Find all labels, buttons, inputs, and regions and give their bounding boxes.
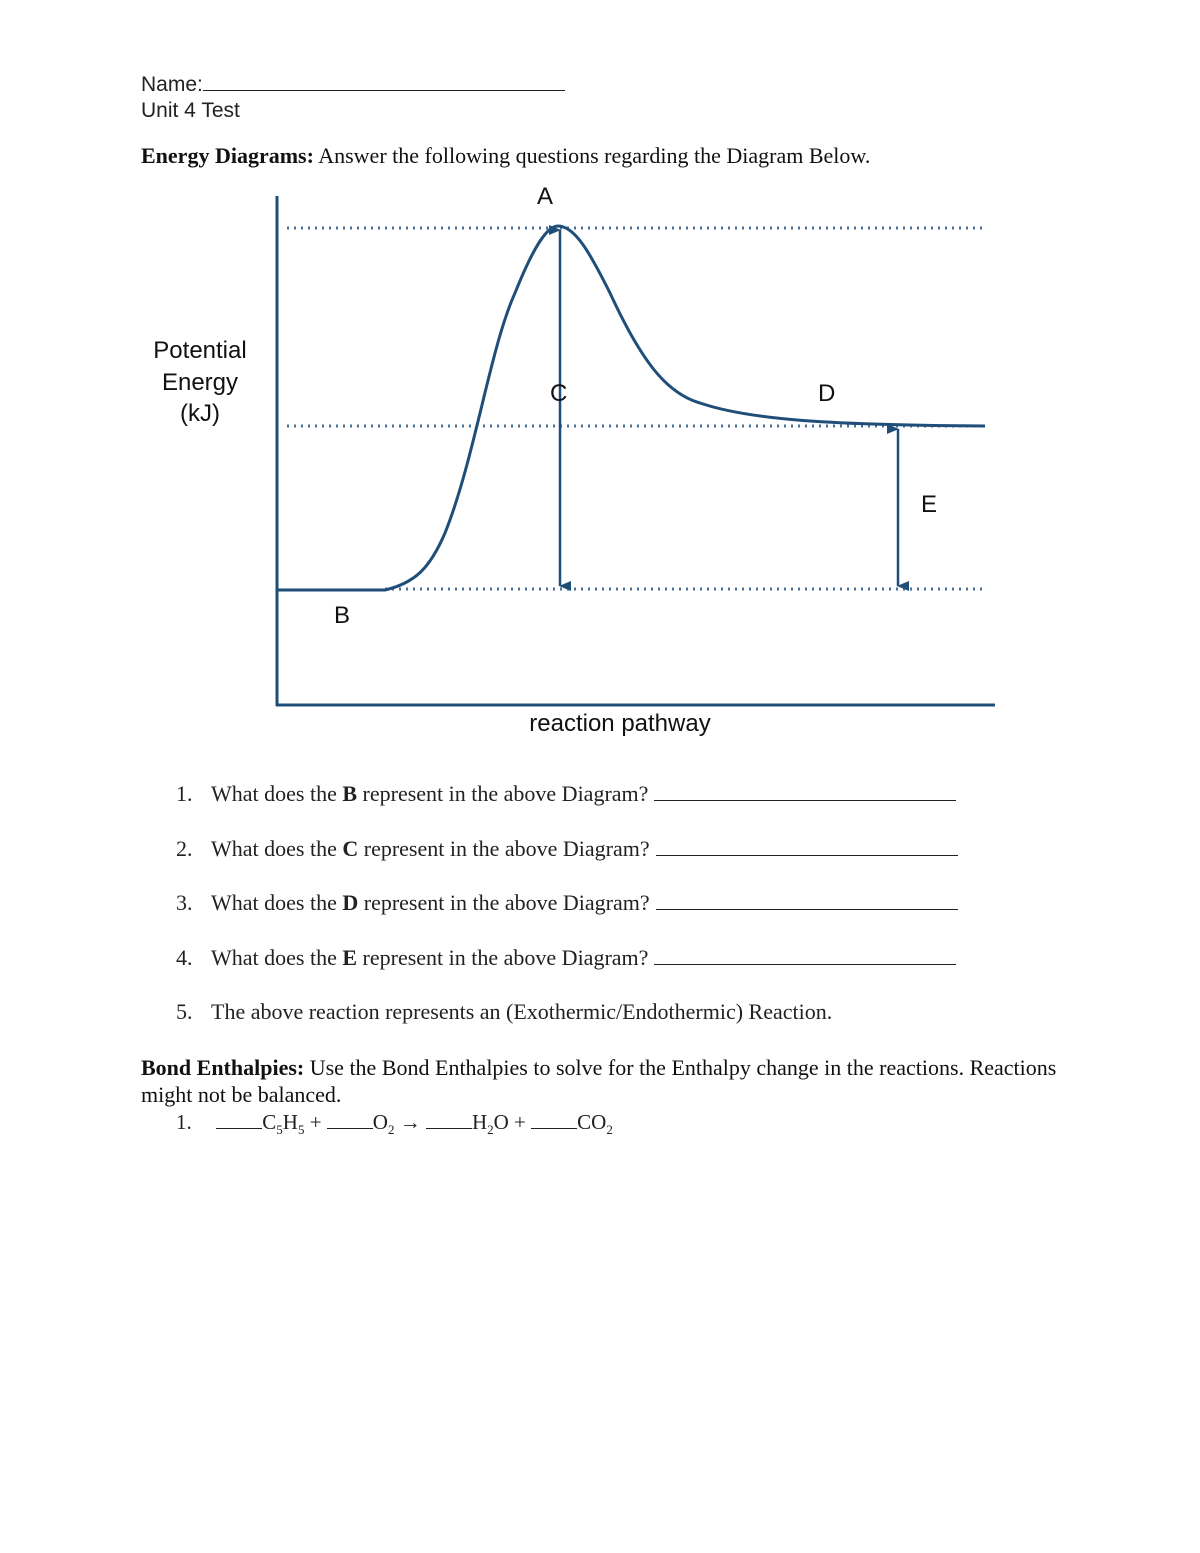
coefficient-blank-4[interactable] xyxy=(531,1112,577,1129)
question-text: represent in the above Diagram? xyxy=(358,890,650,915)
plus-sign: + xyxy=(514,1110,526,1134)
question-1 xyxy=(176,781,956,807)
bond-enthalpies-instructions: Use the Bond Enthalpies to solve for the Enthalpy change in the reactions. Reactions might not be balanced. xyxy=(141,1055,1057,1107)
question-number: 5. xyxy=(176,999,193,1024)
question-text: What does the xyxy=(211,945,343,970)
answer-blank[interactable] xyxy=(654,946,956,965)
energy-diagrams-heading-row xyxy=(141,143,870,169)
answer-blank[interactable] xyxy=(654,782,956,801)
test-title: Unit 4 Test xyxy=(141,99,240,122)
product-1: $H_2O$ xyxy=(471,1110,509,1138)
question-text: represent in the above Diagram? xyxy=(357,781,649,806)
reaction-energy-curve xyxy=(277,226,985,590)
name-label: Name: xyxy=(141,73,203,96)
question-letter: C xyxy=(342,836,359,861)
reactant-1: $C_5H_5$ xyxy=(262,1110,305,1138)
name-blank-line[interactable] xyxy=(203,70,565,91)
question-number: 3. xyxy=(176,890,193,915)
bond-enthalpies-heading-row xyxy=(141,1054,1061,1108)
question-3 xyxy=(176,890,958,916)
x-axis-label: reaction pathway xyxy=(529,710,711,737)
y-axis-label-line-1: Potential xyxy=(153,337,247,364)
question-2 xyxy=(176,836,958,862)
plus-sign: + xyxy=(309,1110,322,1134)
energy-diagrams-heading: Energy Diagrams: xyxy=(141,143,314,168)
answer-blank[interactable] xyxy=(656,837,958,856)
coefficient-blank-1[interactable] xyxy=(216,1112,262,1129)
question-letter: D xyxy=(342,890,359,915)
question-text: What does the xyxy=(211,836,343,861)
product-2: $CO_2$ xyxy=(577,1110,613,1138)
question-text: represent in the above Diagram? xyxy=(357,945,649,970)
coefficient-blank-3[interactable] xyxy=(426,1112,472,1129)
reaction-equation-1 xyxy=(176,1110,613,1138)
reaction-arrow: → xyxy=(399,1110,421,1134)
label-a: A xyxy=(537,183,554,210)
label-d: D xyxy=(818,380,836,407)
label-c: C xyxy=(550,380,568,407)
answer-blank[interactable] xyxy=(656,891,958,910)
energy-diagrams-instructions: Answer the following questions regarding the Diagram Below. xyxy=(318,143,871,168)
name-field-row xyxy=(141,70,565,97)
y-axis-label-line-2: Energy xyxy=(161,369,239,396)
question-4 xyxy=(176,945,956,971)
question-letter: E xyxy=(342,945,358,970)
question-number: 1. xyxy=(176,781,193,806)
bond-enthalpies-heading: Bond Enthalpies: xyxy=(141,1055,305,1080)
coefficient-blank-2[interactable] xyxy=(327,1112,373,1129)
question-number: 4. xyxy=(176,945,193,970)
question-letter: B xyxy=(342,781,358,806)
question-text: represent in the above Diagram? xyxy=(358,836,650,861)
energy-diagram xyxy=(130,178,1010,748)
label-b: B xyxy=(334,602,351,629)
y-axis-label-line-3: (kJ) xyxy=(180,400,220,427)
question-text: What does the xyxy=(211,890,343,915)
question-text: What does the xyxy=(211,781,343,806)
label-e: E xyxy=(921,491,938,518)
equation-number: 1. xyxy=(176,1110,192,1134)
question-5 xyxy=(176,999,832,1025)
question-text: The above reaction represents an (Exothermic/Endothermic) Reaction. xyxy=(211,999,833,1024)
question-number: 2. xyxy=(176,836,193,861)
reactant-2: $O_2$ xyxy=(372,1110,395,1138)
